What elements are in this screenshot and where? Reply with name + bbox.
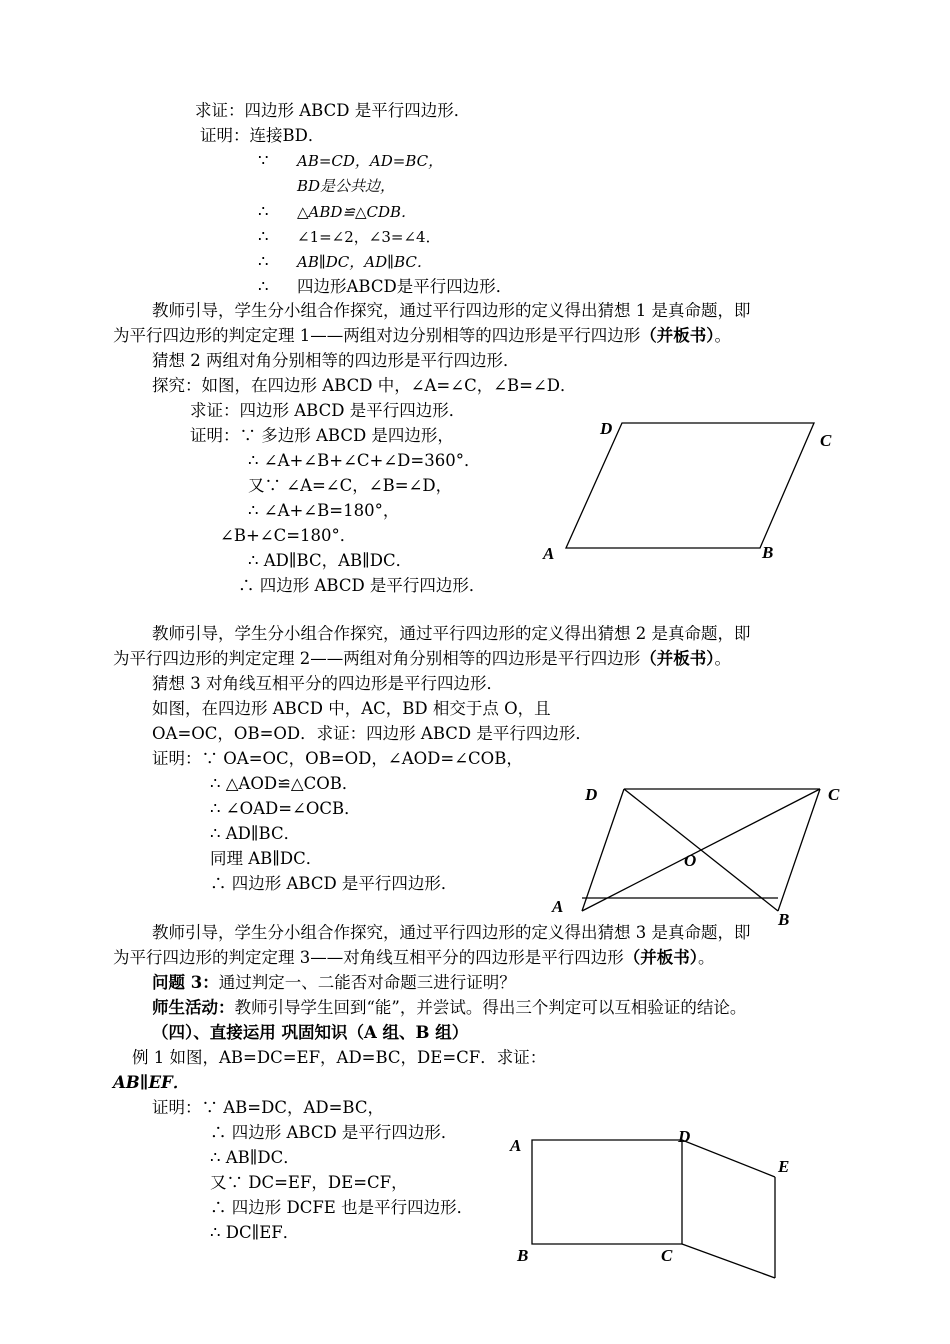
section-4-heading: （四）、直接运用 巩固知识（A 组、B 组）	[152, 1023, 469, 1042]
example1-proof2: ∴ 四边形 ABCD 是平行四边形．	[210, 1123, 458, 1142]
conj3-proof6: ∴ 四边形 ABCD 是平行四边形．	[210, 874, 458, 893]
because-symbol: ∵	[258, 151, 269, 170]
label-B: B	[778, 910, 790, 929]
example1-proof4: 又∵ DC=EF，DE=CF，	[210, 1173, 408, 1192]
conj3-proof1: 证明：∵ OA=OC，OB=OD，∠AOD=∠COB，	[152, 749, 523, 768]
teacher1-line1: 教师引导，学生分小组合作探究，通过平行四边形的定义得出猜想 1 是真命题，即	[152, 301, 751, 320]
label-A: A	[552, 897, 564, 916]
teacher3-line2: 为平行四边形的判定定理 3——对角线互相平分的四边形是平行四边形（并板书）。	[113, 948, 715, 967]
teacher3-line1: 教师引导，学生分小组合作探究，通过平行四边形的定义得出猜想 3 是真命题，即	[152, 923, 751, 942]
example1-proof5: ∴ 四边形 DCFE 也是平行四边形．	[210, 1198, 474, 1217]
conj2-proof5: ∠B+∠C=180°．	[220, 526, 357, 545]
label-C: C	[820, 431, 832, 450]
proof1-prove: 求证：四边形 ABCD 是平行四边形．	[195, 101, 471, 120]
conj3-line2: OA=OC，OB=OD．求证：四边形 ABCD 是平行四边形．	[152, 724, 592, 743]
conj2-title: 猜想 2 两组对角分别相等的四边形是平行四边形．	[152, 351, 520, 370]
conj2-proof6: ∴ AD∥BC，AB∥DC．	[248, 551, 413, 570]
conj3-proof4: ∴ AD∥BC．	[210, 824, 301, 843]
label-B: B	[762, 543, 774, 562]
teacher1-line2: 为平行四边形的判定定理 1——两组对边分别相等的四边形是平行四边形（并板书）。	[113, 326, 731, 345]
label-D: D	[585, 785, 598, 804]
label-A: A	[543, 544, 555, 563]
label-D: D	[678, 1127, 691, 1146]
proof1-line5: AB∥DC，AD∥BC．	[297, 253, 432, 271]
proof1-line6: 四边形ABCD是平行四边形．	[297, 277, 513, 296]
example1-line1: 例 1 如图，AB=DC=EF，AD=BC，DE=CF．求证：	[132, 1048, 547, 1067]
label-E: E	[778, 1157, 790, 1176]
teacher2-line2: 为平行四边形的判定定理 2——两组对角分别相等的四边形是平行四边形（并板书）。	[113, 649, 731, 668]
conj3-line1: 如图，在四边形 ABCD 中，AC，BD 相交于点 O，且	[152, 699, 551, 718]
conj2-proof4: ∴ ∠A+∠B=180°，	[248, 501, 400, 520]
conj3-proof3: ∴ ∠OAD=∠OCB．	[210, 799, 361, 818]
conj2-proof7: ∴ 四边形 ABCD 是平行四边形．	[238, 576, 486, 595]
therefore-symbol: ∴	[258, 227, 269, 246]
label-D: D	[600, 419, 613, 438]
conj3-proof5: 同理 AB∥DC．	[210, 849, 323, 868]
example1-proof3: ∴ AB∥DC．	[210, 1148, 300, 1167]
label-B: B	[517, 1246, 529, 1265]
question3: 问题 3：通过判定一、二能否对命题三进行证明？	[152, 973, 516, 992]
conj2-explore: 探究：如图，在四边形 ABCD 中，∠A=∠C，∠B=∠D．	[152, 376, 577, 395]
label-O: O	[684, 851, 697, 870]
example1-line2: AB∥EF．	[113, 1073, 190, 1092]
conj2-proof2: ∴ ∠A+∠B+∠C+∠D=360°．	[248, 451, 481, 470]
conj3-proof2: ∴ △AOD≌△COB．	[210, 774, 359, 793]
label-C: C	[661, 1246, 673, 1265]
teacher2-line1: 教师引导，学生分小组合作探究，通过平行四边形的定义得出猜想 2 是真命题，即	[152, 624, 751, 643]
teacher-student-activity: 师生活动：教师引导学生回到“能”，并尝试。得出三个判定可以互相验证的结论。	[152, 998, 747, 1017]
example1-proof1: 证明：∵ AB=DC，AD=BC，	[152, 1098, 384, 1117]
therefore-symbol: ∴	[258, 252, 269, 271]
proof1-line1: AB=CD，AD=BC，	[297, 152, 444, 170]
conj3-title: 猜想 3 对角线互相平分的四边形是平行四边形．	[152, 674, 503, 693]
proof1-line4: ∠1=∠2，∠3=∠4．	[297, 228, 441, 246]
label-C: C	[828, 785, 840, 804]
conj2-proof1: 证明：∵ 多边形 ABCD 是四边形，	[190, 426, 454, 445]
therefore-symbol: ∴	[258, 277, 269, 296]
conj2-proof3: 又∵ ∠A=∠C，∠B=∠D，	[248, 476, 453, 495]
proof1-line2: BD是公共边，	[297, 177, 396, 195]
therefore-symbol: ∴	[258, 202, 269, 221]
example1-proof6: ∴ DC∥EF．	[210, 1223, 300, 1242]
proof1-head: 证明：连接BD．	[200, 126, 325, 145]
proof1-line3: △ABD≌△CDB．	[297, 203, 417, 221]
label-A: A	[510, 1136, 522, 1155]
conj2-prove: 求证：四边形 ABCD 是平行四边形．	[190, 401, 466, 420]
